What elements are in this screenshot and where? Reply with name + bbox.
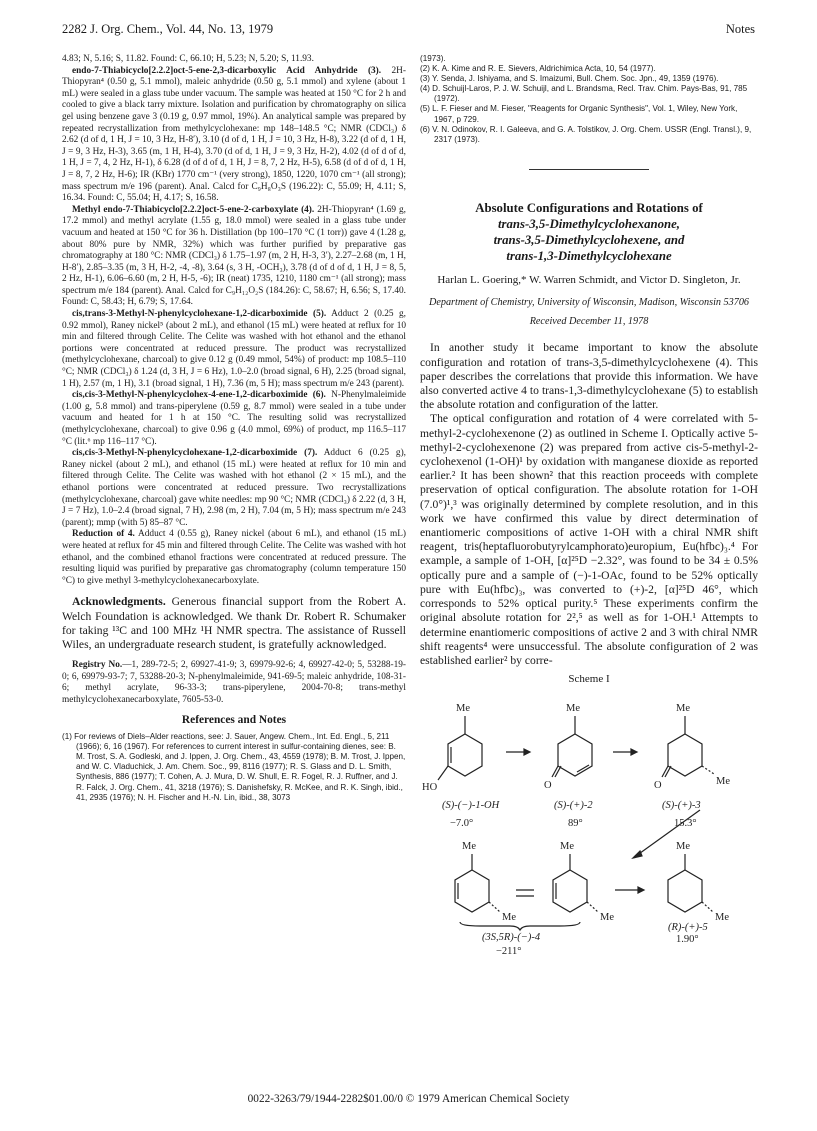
scheme-title: Scheme I xyxy=(568,673,610,686)
paragraph-6: Reduction of 4. Adduct 4 (0.55 g), Raney nickel (about 6 mL), and ethanol (15 mL) were heated at reflux for 45 min and filtered through Celite. The Celite was washed with hot ethanol, and the combined ethanol fractions were concentrated at reduced pressure. The resulting liquid was purified by preparative gas chromatography (column temperature 150 °C) to give methyl 3-methylcyclohexanecarboxylate. xyxy=(62,529,407,586)
ring-5 xyxy=(668,870,702,912)
me-label-4: Me xyxy=(462,840,476,852)
section-label: Notes xyxy=(725,22,755,36)
article-title xyxy=(420,200,758,264)
paragraph-5: cis,cis-3-Methyl-N-phenylcyclohexane-1,2-dicarboximide (7). Adduct 6 (0.25 g), Raney nickel (about 2 mL), and ethanol (15 mL) were heated at reflux for 10 min and filtered through Celite. The Celite was washed with hot ethanol (2 × 15 mL), and the ethanol portions were concentrated at reduced pressure. Two recrystallizations (methylcyclohexane, charcoal) gave white needles: mp 90 °C; NMR (CDCl₃) δ 2.22 (d, 3 H, J = 7 Hz), 1.0–2.4 (broad signal, 7 H), 2.98 (m, 2 H), 7.04 (m, 5 H); mass spectrum m/e 243 (parent); mmp (with 5) 85–87 °C. xyxy=(62,448,406,528)
reference-6: (6) V. N. Odinokov, R. I. Galeeva, and G. A. Tolstikov, J. Org. Chem. USSR (Engl. Transl.), 9, 2317 (1973). xyxy=(420,124,752,144)
authors: Harlan L. Goering,* W. Warren Schmidt, and Victor D. Singleton, Jr. xyxy=(437,273,741,286)
o-label-2: O xyxy=(544,779,552,791)
article-body xyxy=(420,341,758,668)
reference-3: (3) Y. Senda, J. Ishiyama, and S. Imaizumi, Bull. Chem. Soc. Jpn., 49, 1359 (1976). xyxy=(420,74,719,84)
paragraph-4: cis,cis-3-Methyl-N-phenylcyclohex-4-ene-1,2-dicarboximide (6). N-Phenylmaleimide (1.00 g, 5.8 mmol) and trans-piperylene (0.59 g, 8.7 mmol) were sealed in a tube under vacuum and heated for 1 h at 150 °C. The resulting solid was recrystallized (methylcyclohexane, charcoal) to give 0.96 g (4.0 mmol, 69%) of product, mp 116.5–117 °C (lit.⁶ mp 116–117 °C). xyxy=(62,390,407,447)
me-label-1: Me xyxy=(456,702,470,714)
running-head: 2282 J. Org. Chem., Vol. 44, No. 13, 1979 xyxy=(62,22,274,36)
compound-label-3: (S)-(+)-3 xyxy=(662,799,701,811)
o-label-3: O xyxy=(654,779,662,791)
compound-label-5: (R)-(+)-5 xyxy=(668,921,708,933)
title-line-4: trans-1,3-Dimethylcyclohexane xyxy=(506,248,672,263)
reference-2: (2) K. A. Kime and R. E. Sievers, Aldrichimica Acta, 10, 54 (1977). xyxy=(420,64,656,74)
registry-numbers: Registry No.—1, 289-72-5; 2, 69927-41-9; 3, 69979-92-6; 4, 69927-42-0; 5, 53288-19-0; 6, 69979-93-7; 7, 53288-20-3; N-phenylmaleimide, 941-69-5; maleic anhydride, 108-31-6; methyl acrylate, 96-33-3; trans-piperylene, 2004-70-8; trans-methyl methylcyclohexanecarboxylate, 7605-53-0. xyxy=(62,660,406,705)
me-label-4b: Me xyxy=(502,911,516,923)
reference-1: (1) For reviews of Diels–Alder reactions, see: J. Sauer, Angew. Chem., Int. Ed. Engl., 5, 211 (1966); 6, 16 (1967). For references to current interest in sulfur-containing dienes, see: B. M. Trost, S. A. Godleski, and J. Ippen, J. Org. Chem., 43, 4559 (1978); B. M. Trost, J. Ippen, and W. C. Vladuchick, J. Am. Chem. Soc., 99, 8116 (1977); R. S. Glass and D. L. Smith, Synthesis, 886 (1977); T. Cohen, A. J. Mura, D. W. Shull, E. R. Fogel, R. J. Ruffner, and J. R. Falck, J. Org. Chem., 41, 3218 (1976); S. Danishefsky, R. McKee, and R. K. Singh, ibid., 41, 2935 (1976); N. H. Fischer and H.-N. Lin, ibid., 38, 3073 xyxy=(62,732,406,802)
paragraph-2: Methyl endo-7-Thiabicyclo[2.2.2]oct-5-ene-2-carboxylate (4). 2H-Thiopyran⁴ (1.69 g, 17.2 mmol) and methyl acrylate (1.55 g, 18.0 mmol) were sealed in a glass tube under vacuum and heated at 150 °C for 36 h. Distillation (bp 100–170 °C (1 torr)) gave 4 (1.28 g, about 80% pure by NMR, 32%) which was further purified by preparative gas chromatography at 180 °C: NMR (CDCl₃) δ 1.75–1.97 (m, 2 H, H-3, 3′), 2.27–2.68 (m, 1 H, H-8′), 2.85–3.35 (m, 3 H, H-2, -4, -8), 3.64 (s, 3 H, -OCH₃), 3.78 (d of d of d, 1 H, J = 8, 5, 2 Hz, H-1), 6.06–6.60 (m, 2 H, H-5, -6); IR (neat) 1735, 1210, 1180 cm⁻¹ (all strong); mass spectrum m/e 184 (parent). Anal. Calcd for C₉H₁₂O₂S (184.26): C, 58.67; H, 6.56; S, 17.40. Found: C, 58.43; H, 6.79; S, 17.64. xyxy=(62,204,406,308)
reference-1-cont: (1973). xyxy=(420,54,446,63)
rotation-1: −7.0° xyxy=(450,817,474,829)
me-label-6: Me xyxy=(676,840,690,852)
rotation-3: 15.3° xyxy=(674,817,697,829)
affiliation: Department of Chemistry, University of Wisconsin, Madison, Wisconsin 53706 xyxy=(428,297,750,309)
title-line-2: trans-3,5-Dimethylcyclohexanone, xyxy=(498,216,680,231)
ring-4b xyxy=(553,870,587,912)
rotation-2: 89° xyxy=(568,817,583,829)
me-label-3b: Me xyxy=(716,775,730,787)
experimental-section xyxy=(62,54,406,587)
paragraph-0: 4.83; N, 5.16; S, 11.82. Found: C, 66.10; H, 5.23; N, 5.20; S, 11.93. xyxy=(62,54,314,64)
ring-3 xyxy=(668,734,702,776)
ring-2 xyxy=(558,734,592,776)
body-paragraph-1: In another study it became important to know the absolute configuration and rotation of trans-3,5-dimethylcyclohexene (4). This paper describes the correlations that provide this information. We have also converted active 4 to trans-1,3-dimethylcyclohexane (5) to establish the absolute rotation and configuration of the latter. xyxy=(420,341,758,412)
references-list xyxy=(62,732,406,803)
compound-label-4: (3S,5R)-(−)-4 xyxy=(482,931,541,943)
title-line-1: Absolute Configurations and Rotations of xyxy=(475,200,703,215)
me-label-3: Me xyxy=(676,702,690,714)
compound-label-1: (S)-(−)-1-OH xyxy=(442,799,500,811)
received-date: Received December 11, 1978 xyxy=(529,315,649,327)
title-line-3: trans-3,5-Dimethylcyclohexene, and xyxy=(493,232,685,247)
left-column xyxy=(62,54,406,803)
references-heading: References and Notes xyxy=(181,713,287,726)
page-header xyxy=(62,22,755,42)
reference-4: (4) D. Schuijl-Laros, P. J. W. Schuijl, and L. Brandsma, Recl. Trav. Chim. Pays-Bas, 91, 785 (1972). xyxy=(420,84,748,104)
ring-4a xyxy=(455,870,489,912)
me-label-6b: Me xyxy=(715,911,729,923)
paragraph-3: cis,trans-3-Methyl-N-phenylcyclohexane-1,2-dicarboximide (5). Adduct 2 (0.25 g, 0.92 mmol), Raney nickel⁵ (about 2 mL), and ethanol (15 mL) were heated at reflux for 10 min and filtered through Celite. The Celite was washed with hot ethanol and the ethanol portions were concentrated at reduced pressure. The product was recrystallized (methylcyclohexane, charcoal) to give 0.12 g (0.49 mmol, 54%) of product: mp 108.5–110 °C; NMR (CDCl₃) δ 1.24 (d, 3 H, J = 6 Hz), 1.0–2.0 (broad signal, 6 H), 2.25 (broad signal, 1 H), 2.57 (m, 1 H), 3.1 (broad signal, 1 H), 7.36 (m, 5 H); mass spectrum m/e 243 (parent). xyxy=(62,309,406,389)
rotation-4: −211° xyxy=(496,946,522,958)
page-footer: 0022-3263/79/1944-2282$01.00/0 © 1979 American Chemical Society xyxy=(247,1093,570,1105)
me-label-5b: Me xyxy=(600,911,614,923)
rotation-5: 1.90° xyxy=(676,933,699,944)
references-continued xyxy=(420,54,758,145)
right-column xyxy=(420,54,758,958)
ring-1-oh xyxy=(448,734,482,776)
compound-label-2: (S)-(+)-2 xyxy=(554,799,593,811)
me-label-5: Me xyxy=(560,840,574,852)
reference-5: (5) L. F. Fieser and M. Fieser, "Reagents for Organic Synthesis", Vol. 1, Wiley, New York, 1967, p 729. xyxy=(420,104,738,124)
divider-rule xyxy=(529,169,649,170)
ho-label: HO xyxy=(422,781,438,793)
body-paragraph-2: The optical configuration and rotation of 4 were correlated with 5-methyl-2-cyclohexenone (2) as outlined in Scheme I. Optically active 5-methyl-2-cyclohexenone (2) was prepared from active cis-5-methyl-2-cyclohexenol (1-OH)¹ by oxidation with manganese dioxide as reported earlier.² It has been shown² that this reaction proceeds with complete preservation of optical configuration. The absolute rotation for 1-OH (7.0°)¹,³ was originally determined by complete resolution, and in this work we have confirmed this value by direct determination of enantiomeric compositions of active 1-OH with a chiral NMR shift reagent, tris(heptafluorobutyrylcamphorato)europium, Eu(hfbc)₃.⁴ For example, a sample of 1-OH, [α]²⁵D −2.32°, was found to be 34 ± 0.5% optically pure and a sample of (−)-1-OAc, found to be 52% optically pure with Eu(hfbc)₃, was converted to (+)-2, [α]²⁵D 46°, which corresponds to 52% optical purity.⁵ These experiments confirm the original absolute rotation for 2²,⁵ as well as for 1-OH.¹ Attempts to determine enantiomeric compositions of active 2 and 3 with chiral NMR shift reagents⁴ were unsuccessful. The absolute configuration of 2 was established earlier² by corre- xyxy=(420,412,758,667)
paragraph-1: endo-7-Thiabicyclo[2.2.2]oct-5-ene-2,3-dicarboxylic Acid Anhydride (3). 2H-Thiopyran⁴ (0.50 g, 5.1 mmol), maleic anhydride (0.50 g, 5.1 mmol) and xylene (about 1 mL) were sealed in a glass tube under vacuum. The sample was heated at 150 °C for 2 h and cooled to give a black tarry mixture. Isolation and purification by chromatography on silica gel using benzene gave 3 (0.19 g, 0.97 mmol, 19%). An analytical sample was prepared by repeated recrystallization from methylcyclohexane: mp 148–148.5 °C; NMR (CDCl₃) δ 2.62 (d of d, 1 H, J = 10, 3 Hz, H-8′), 3.10 (d of d, 1 H, J = 10, 3 Hz, H-8), 3.22 (d of d, 1 H, J = 9, 3 Hz, H-3), 3.65 (m, 1 H, H-4), 3.70 (d of d, 1 H, J = 9, 3 Hz, H-2), 4.02 (d of d of d, 1 H, J = 7, 4, 2 Hz, H-1), δ 6.28 (d of d of d, 1 H, J = 8, 7, 2 Hz, H-5), 6.58 (d of d of d, 1 H, J = 8, 7, 2 Hz, H-6); IR (KBr) 1770 cm⁻¹ (very strong), 1850, 1220, 1070 cm⁻¹ (all strong); mass spectrum m/e 196 (parent). Anal. Calcd for C₉H₈O₃S (196.22): C, 55.09; H, 4.11; S, 16.34. Found: C, 55.04; H, 4.17; S, 16.58. xyxy=(62,65,406,204)
scheme-1-diagram xyxy=(420,686,758,944)
me-label-2: Me xyxy=(566,702,580,714)
acknowledgments: Acknowledgments. Generous financial support from the Robert A. Welch Foundation is acknowledged. We thank Dr. Robert R. Schumaker for taking ¹³C and 100 MHz ¹H NMR spectra. The assistance of Russell Wiles, an undergraduate research student, is gratefully acknowledged. xyxy=(62,595,406,651)
